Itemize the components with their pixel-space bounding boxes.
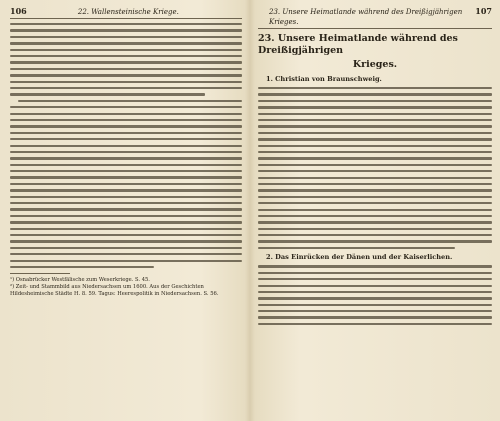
left-page — [10, 6, 242, 416]
section-heading-1: 1. Christian von Braunschweig. — [266, 75, 382, 83]
running-head-left — [10, 6, 242, 19]
right-page — [258, 6, 492, 416]
running-title-right: 23. Unsere Heimatlande während des Dreißigjährigen Krieges. — [269, 8, 463, 26]
section-heading-2: 2. Das Einrücken der Dänen und der Kaiserlichen. — [266, 253, 453, 262]
body-text-right-1 — [258, 87, 492, 249]
footnote-rule-left — [10, 273, 70, 274]
page-number-left: 106 — [10, 6, 27, 16]
body-text-right-2 — [258, 265, 492, 325]
chapter-title-cont: Krieges. — [352, 59, 398, 70]
page-number-right: 107 — [475, 6, 492, 16]
body-text-left — [10, 23, 242, 268]
chapter-title: 23. Unsere Heimatlande während des Dreißigjährigen — [258, 33, 458, 56]
footnote-2-cont: Hildesheimische Städte H. 8. 59. Tagus: Heerespolitik in Niedersachsen. S. 56. — [10, 290, 219, 297]
footnote-2: ²) Zeit- und Stammbild aus Niedersachsen um 1600. Aus der Geschichten — [10, 283, 204, 290]
footnote-1: ¹) Osnabrücker Westfälische zum Weserkriege. S. 45. — [10, 276, 150, 283]
running-head-right — [258, 6, 492, 29]
running-title-left: 22. Wallensteinische Kriege. — [77, 8, 179, 16]
